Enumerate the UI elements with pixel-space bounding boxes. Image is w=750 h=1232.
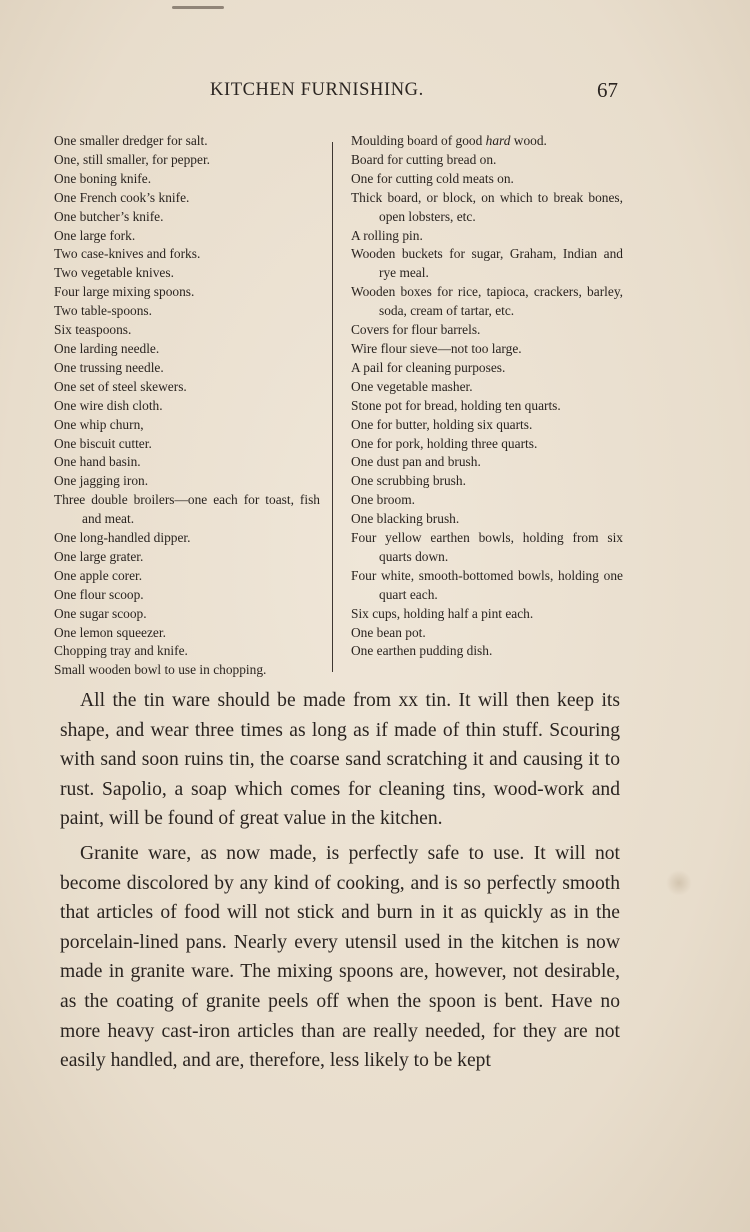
list-item: Four yellow earthen bowls, holding from six quarts down. [351, 530, 623, 564]
list-item: Chopping tray and knife. [54, 643, 188, 659]
list-item: Six cups, holding half a pint each. [351, 605, 534, 621]
list-item: One apple corer. [54, 567, 143, 583]
list-item: One sugar scoop. [54, 605, 147, 621]
list-item-emphasis: hard [485, 133, 511, 148]
list-item: A rolling pin. [351, 227, 423, 243]
list-item: One French cook’s knife. [54, 189, 190, 205]
list-item: Wire flour sieve—not too large. [351, 340, 522, 356]
list-item: One large fork. [54, 227, 136, 243]
list-item: One boning knife. [54, 170, 152, 186]
list-item: A pail for cleaning purposes. [351, 359, 506, 375]
list-item: One hand basin. [54, 454, 141, 470]
list-item: Wooden boxes for rice, tapioca, crackers, barley, soda, cream of tartar, etc. [351, 284, 623, 319]
list-item: One smaller dredger for salt. [54, 133, 208, 148]
list-item: Board for cutting bread on. [351, 151, 497, 167]
utensil-list [54, 132, 624, 680]
list-item: One, still smaller, for pepper. [54, 151, 211, 167]
paragraph: All the tin ware should be made from xx tin. It will then keep its shape, and wear three times as long as if made of thin stuff. Scouring with sand soon ruins tin, the coarse sand scratching it and causing it to rust. Sapolio, a soap which comes for cleaning tins, wood-work and paint, will be found of great value in the kitchen. [60, 690, 620, 830]
list-item: Two case-knives and forks. [54, 246, 201, 262]
list-item [351, 132, 623, 151]
list-item: Three double broilers—one each for toast, fish and meat. [54, 492, 320, 527]
list-item: One dust pan and brush. [351, 454, 481, 470]
list-item: Four large mixing spoons. [54, 284, 195, 300]
list-item: One for butter, holding six quarts. [351, 416, 533, 432]
list-item: One trussing needle. [54, 359, 164, 375]
list-item: Wooden buckets for sugar, Graham, Indian and rye meal. [351, 246, 623, 281]
list-item: One for cutting cold meats on. [351, 170, 514, 186]
list-item: One lemon squeezer. [54, 624, 166, 640]
list-item: Thick board, or block, on which to break bones, open lobsters, etc. [351, 189, 623, 224]
list-item: One flour scoop. [54, 586, 144, 602]
running-head: KITCHEN FURNISHING. [210, 80, 424, 100]
list-item: Four white, smooth-bottomed bowls, holding one quart each. [351, 567, 623, 602]
list-item: One large grater. [54, 548, 144, 564]
list-item: One whip churn, [54, 416, 144, 432]
paragraph: Granite ware, as now made, is perfectly safe to use. It will not become discolored by any kind of cooking, and is so perfectly smooth that articles of food will not stick and burn in it as quickly as in the porcelain-lined pans. Nearly every utensil used in the kitchen is now made in granite ware. The mixing spoons are, however, not desirable, as the coating of granite peels off when the spoon is bent. Have no more heavy cast-iron articles than are really needed, for they are not easily handled, and are, therefore, less likely to be kept [60, 842, 620, 1072]
list-item: One butcher’s knife. [54, 208, 164, 224]
list-item: Small wooden bowl to use in chopping. [54, 662, 267, 678]
list-item: Stone pot for bread, holding ten quarts. [351, 397, 561, 413]
list-item: One long-handled dipper. [54, 530, 191, 546]
list-item: Covers for flour barrels. [351, 322, 481, 338]
page-header [60, 80, 620, 106]
list-item: Six teaspoons. [54, 322, 132, 338]
list-item: One scrubbing brush. [351, 473, 466, 489]
list-item-text: Moulding board of good [351, 133, 486, 148]
page-number: 67 [597, 78, 618, 102]
list-item: One set of steel skewers. [54, 378, 187, 394]
utensil-list-right-column [351, 132, 623, 661]
list-item: Two vegetable knives. [54, 265, 174, 281]
list-item: Two table-spoons. [54, 303, 152, 319]
list-item: One larding needle. [54, 340, 160, 356]
list-item: One wire dish cloth. [54, 397, 163, 413]
paper-stain [666, 870, 692, 896]
list-item: One for pork, holding three quarts. [351, 435, 538, 451]
list-item: One earthen pudding dish. [351, 643, 493, 659]
page-edge-mark [172, 6, 224, 9]
list-item: One biscuit cutter. [54, 435, 152, 451]
list-item: One blacking brush. [351, 511, 460, 527]
utensil-list-left-column [54, 132, 320, 680]
column-divider [332, 142, 333, 672]
list-item-text: wood. [510, 133, 547, 148]
list-item: One jagging iron. [54, 473, 149, 489]
body-text [60, 686, 620, 1081]
list-item: One bean pot. [351, 624, 426, 640]
list-item: One broom. [351, 492, 415, 508]
list-item: One vegetable masher. [351, 378, 473, 394]
